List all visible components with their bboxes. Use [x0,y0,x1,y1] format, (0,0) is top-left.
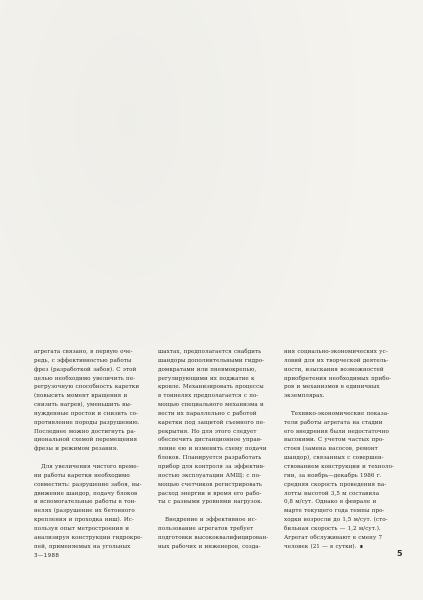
paragraph: Внедрение и эффективное ис- пользование агрегатов требует подготовки высококвалифицирован- ных рабочих и инженеров, созда- [158,517,269,550]
paragraph: ния социально-экономических ус- ловий для их творческой деятель- ности, изыскания возможностей приобретения необходимых прибо- ров и механизмов в единичных экземплярах. [284,349,392,400]
page-number: 5 [397,549,403,558]
paragraph: агрегата связано, в первую оче- редь, с эффективностью работы фрез (разработкой забоя). С этой целью необходимо увеличить пе- регрузочную способность каретки (повысить момент вращения и снизить нагрев), уменьшить вы- нужденные простои и снизить со- противление породы разрушению. Последнее можно достигнуть ра- циональной схемой перемещения фрезы и режимом резания. [34,349,140,453]
paragraph: Для увеличения чистого време- ни работы каретки необходимо совместить: разрушение забоя, вы- движение шандор, подачу блоков и вспомогательные работы в тон- нелях (разрушение их бетонного крепления и проходка ниш). Ис- пользуя опыт метростроения и анализируя конструкции гидрокре- пей, применяемых на угольных [34,464,143,550]
text-column-1 [34,348,152,551]
paragraph-text: Технико-экономические показа- тели работы агрегата на стадии его внедрения были недостаточно высокими. С учетом частых про- стоев (замена насосов, ремонт шандор), связанных с совершен- ствованием конструкции и техноло- гии, за ноябрь—декабрь 1986 г. средняя скорость проведения na- лотты высотой 3,5 м составила 0,8 м/сут. Однако в феврале и марте текущего года темпы про- ходки возросли до 1,5 м/сут. (сто- бильная скорость — 1,2 м/сут.). Агрегат обслуживают в смену 7 человек (21 — в сутки). [284,410,394,550]
text-column-2 [158,348,276,551]
paragraph: шахтах, предполагается снабдить шандоры дополнительными гидро- домкратами или пневмокрепью, регулирующими их поджатие к кровле. Механизировать процессы в тоннелях предполагается с по- мощью специального механизма и вести их параллельно с работой каретки под защитой съемного пе- рекрытия. Но для этого следует обеспечить дистанционное управ- ление ею и изменить схему подачи блоков. Планируется разработать прибор для контроля за эффектив- ностью эксплуатации АМЩ: с по- мощью счетчиков регистрировать расход энергии и время его рабо- ты с разными уровнями нагрузок. [158,349,267,506]
paragraph-last [284,410,402,552]
issue-label: 3—1988 [34,553,60,559]
text-column-3 [284,348,402,551]
end-of-article-mark: ∎ [359,542,364,550]
